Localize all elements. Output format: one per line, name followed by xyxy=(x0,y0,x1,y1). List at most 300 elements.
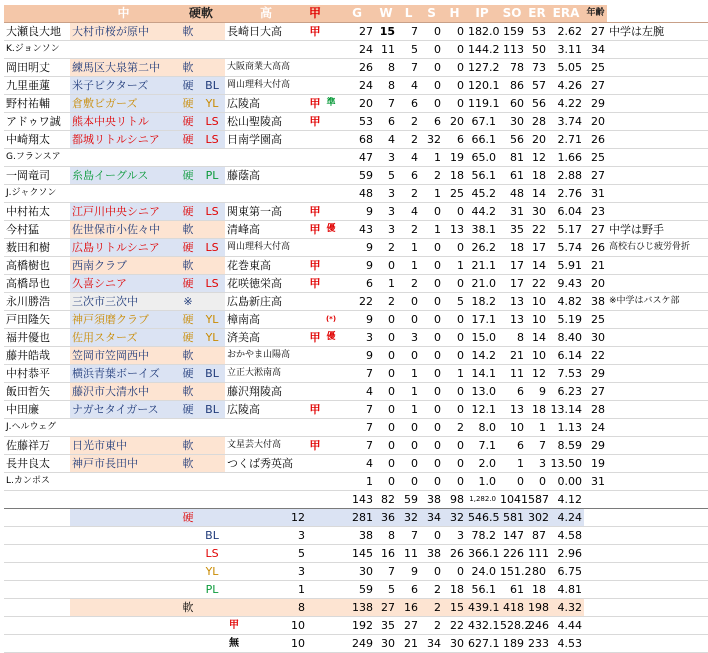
player-name: 中村恭平 xyxy=(4,365,70,383)
summary-so: 151.2 xyxy=(498,563,526,581)
summary-era: 2.96 xyxy=(548,545,584,563)
note: 中学は野手 xyxy=(607,221,708,239)
league xyxy=(199,221,225,239)
stat-w: 8 xyxy=(375,77,397,95)
player-row xyxy=(4,293,708,311)
stat-er: 17 xyxy=(526,239,548,257)
summary-so: 418 xyxy=(498,599,526,617)
stat-l: 1 xyxy=(397,257,420,275)
ball-type xyxy=(177,41,199,59)
stat-g: 9 xyxy=(339,311,375,329)
stat-l: 2 xyxy=(397,131,420,149)
summary-w: 7 xyxy=(375,563,397,581)
summary-label: 硬 xyxy=(177,509,199,527)
stat-era: 8.40 xyxy=(548,329,584,347)
stat-s: 0 xyxy=(420,23,443,41)
summary-ip: 546.5 xyxy=(466,509,498,527)
stat-h: 2 xyxy=(443,419,466,437)
stat-h: 0 xyxy=(443,329,466,347)
junior-high-team: 横浜青葉ボーイズ xyxy=(70,365,177,383)
league xyxy=(199,419,225,437)
stat-s: 0 xyxy=(420,41,443,59)
stat-h: 0 xyxy=(443,437,466,455)
koshien-mark: 甲 xyxy=(307,113,323,131)
summary-w: 8 xyxy=(375,527,397,545)
summary-row xyxy=(4,509,708,527)
ball-type: 硬 xyxy=(177,203,199,221)
summary-ip: 627.1 xyxy=(466,635,498,653)
stat-g: 48 xyxy=(339,185,375,203)
summary-s: 34 xyxy=(420,635,443,653)
stat-age: 29 xyxy=(584,95,607,113)
junior-high-team: 西南クラブ xyxy=(70,257,177,275)
stat-age: 27 xyxy=(584,77,607,95)
league: BL xyxy=(199,401,225,419)
stat-so: 8 xyxy=(498,329,526,347)
ball-type: 軟 xyxy=(177,23,199,41)
stat-s: 1 xyxy=(420,149,443,167)
player-name: K.ジョンソン xyxy=(4,41,70,59)
league xyxy=(199,293,225,311)
ball-type: 軟 xyxy=(177,257,199,275)
result-mark: (*) xyxy=(323,311,339,329)
stat-era: 4.26 xyxy=(548,77,584,95)
koshien-mark xyxy=(307,77,323,95)
summary-l: 9 xyxy=(397,563,420,581)
summary-g: 30 xyxy=(339,563,375,581)
ball-type: 硬 xyxy=(177,131,199,149)
stat-s: 0 xyxy=(420,77,443,95)
summary-er: 18 xyxy=(526,581,548,599)
stat-so: 61 xyxy=(498,167,526,185)
stat-age: 31 xyxy=(584,473,607,491)
stat-l: 4 xyxy=(397,149,420,167)
stat-s: 0 xyxy=(420,437,443,455)
result-mark xyxy=(323,77,339,95)
player-name: 佐藤祥万 xyxy=(4,437,70,455)
stat-h: 18 xyxy=(443,167,466,185)
stat-so: 86 xyxy=(498,77,526,95)
high-school: 岡山理科大付高 xyxy=(225,239,307,257)
stat-so: 35 xyxy=(498,221,526,239)
summary-l: 11 xyxy=(397,545,420,563)
note xyxy=(607,329,708,347)
summary-h: 30 xyxy=(443,635,466,653)
high-school: おかやま山陽高 xyxy=(225,347,307,365)
player-row xyxy=(4,365,708,383)
result-mark xyxy=(323,419,339,437)
stat-era: 6.23 xyxy=(548,383,584,401)
stat-era: 2.71 xyxy=(548,131,584,149)
player-name: 岡田明丈 xyxy=(4,59,70,77)
stat-l: 4 xyxy=(397,77,420,95)
ball-type: 硬 xyxy=(177,77,199,95)
junior-high-team: 久喜シニア xyxy=(70,275,177,293)
stat-era: 4.82 xyxy=(548,293,584,311)
note xyxy=(607,95,708,113)
summary-er: 111 xyxy=(526,545,548,563)
stat-s: 0 xyxy=(420,455,443,473)
stat-so: 81 xyxy=(498,149,526,167)
stat-s: 0 xyxy=(420,329,443,347)
league: BL xyxy=(199,77,225,95)
stat-age: 30 xyxy=(584,329,607,347)
stat-ip: 66.1 xyxy=(466,131,498,149)
stat-so: 18 xyxy=(498,239,526,257)
summary-l: 6 xyxy=(397,581,420,599)
stat-era: 0.00 xyxy=(548,473,584,491)
stat-er: 12 xyxy=(526,149,548,167)
summary-so: 61 xyxy=(498,581,526,599)
koshien-mark xyxy=(307,293,323,311)
player-row xyxy=(4,149,708,167)
stat-era: 13.50 xyxy=(548,455,584,473)
high-school xyxy=(225,149,307,167)
stat-w: 0 xyxy=(375,437,397,455)
stat-era: 1.13 xyxy=(548,419,584,437)
stat-era: 6.14 xyxy=(548,347,584,365)
junior-high-team xyxy=(70,41,177,59)
junior-high-team: 神戸須磨クラブ xyxy=(70,311,177,329)
stat-w: 4 xyxy=(375,131,397,149)
stat-age: 26 xyxy=(584,131,607,149)
player-row xyxy=(4,275,708,293)
note xyxy=(607,131,708,149)
summary-s: 38 xyxy=(420,545,443,563)
result-mark xyxy=(323,437,339,455)
league xyxy=(199,437,225,455)
col-koshien: 甲 xyxy=(307,5,323,23)
stat-so: 17 xyxy=(498,257,526,275)
stat-er: 14 xyxy=(526,185,548,203)
summary-count: 3 xyxy=(298,529,306,543)
stat-ip: 26.2 xyxy=(466,239,498,257)
summary-so: 189 xyxy=(498,635,526,653)
summary-row xyxy=(4,563,708,581)
ball-type: 軟 xyxy=(177,437,199,455)
stat-ip: 1.0 xyxy=(466,473,498,491)
league xyxy=(199,23,225,41)
summary-h: 3 xyxy=(443,527,466,545)
stat-so: 31 xyxy=(498,203,526,221)
stat-l: 0 xyxy=(397,347,420,365)
junior-high-team xyxy=(70,473,177,491)
ball-type xyxy=(177,149,199,167)
summary-count: 1 xyxy=(298,583,306,597)
ball-type: 硬 xyxy=(177,95,199,113)
note xyxy=(607,347,708,365)
ball-type: 硬 xyxy=(177,167,199,185)
high-school: 広陵高 xyxy=(225,95,307,113)
league: LS xyxy=(199,239,225,257)
summary-s: 2 xyxy=(420,599,443,617)
note: 中学は左腕 xyxy=(607,23,708,41)
summary-g: 281 xyxy=(339,509,375,527)
result-mark xyxy=(323,59,339,77)
stat-so: 0 xyxy=(498,473,526,491)
stat-er: 28 xyxy=(526,113,548,131)
koshien-mark xyxy=(307,383,323,401)
stat-w: 2 xyxy=(375,293,397,311)
ball-type: 硬 xyxy=(177,329,199,347)
stat-ip: 144.2 xyxy=(466,41,498,59)
stat-h: 0 xyxy=(443,203,466,221)
note xyxy=(607,77,708,95)
league: YL xyxy=(199,329,225,347)
stat-er: 3 xyxy=(526,455,548,473)
high-school: 大阪商業大高高 xyxy=(225,59,307,77)
stat-so: 13 xyxy=(498,401,526,419)
note xyxy=(607,455,708,473)
result-mark xyxy=(323,131,339,149)
stat-era: 9.43 xyxy=(548,275,584,293)
player-row xyxy=(4,59,708,77)
junior-high-team: 三次市三次中 xyxy=(70,293,177,311)
player-row xyxy=(4,41,708,59)
col-ip: IP xyxy=(466,5,498,23)
summary-count: 5 xyxy=(298,547,306,561)
summary-w: 35 xyxy=(375,617,397,635)
player-row xyxy=(4,347,708,365)
summary-ip: 24.0 xyxy=(466,563,498,581)
stat-era: 3.11 xyxy=(548,41,584,59)
stat-age: 29 xyxy=(584,437,607,455)
league xyxy=(199,59,225,77)
stat-era: 2.62 xyxy=(548,23,584,41)
player-row xyxy=(4,437,708,455)
total-row xyxy=(4,491,708,509)
stat-s: 0 xyxy=(420,293,443,311)
koshien-mark xyxy=(307,347,323,365)
stat-ip: 127.2 xyxy=(466,59,498,77)
stat-so: 13 xyxy=(498,293,526,311)
col-w: W xyxy=(375,5,397,23)
league xyxy=(199,347,225,365)
summary-g: 145 xyxy=(339,545,375,563)
stat-w: 15 xyxy=(375,23,397,41)
stat-era: 2.76 xyxy=(548,185,584,203)
stat-age: 20 xyxy=(584,275,607,293)
summary-s: 2 xyxy=(420,617,443,635)
stat-so: 21 xyxy=(498,347,526,365)
stat-s: 0 xyxy=(420,311,443,329)
stat-ip: 8.0 xyxy=(466,419,498,437)
summary-label: YL xyxy=(199,563,225,581)
col-age: 年齢 xyxy=(584,5,607,23)
high-school: 松山聖陵高 xyxy=(225,113,307,131)
stat-g: 4 xyxy=(339,455,375,473)
stat-h: 0 xyxy=(443,23,466,41)
stat-w: 5 xyxy=(375,167,397,185)
junior-high-team: 大村市桜が原中 xyxy=(70,23,177,41)
stat-l: 1 xyxy=(397,401,420,419)
player-name: J.ヘルウェグ xyxy=(4,419,70,437)
total-ip: 1,282.0 xyxy=(466,491,498,509)
note xyxy=(607,401,708,419)
total-l: 59 xyxy=(397,491,420,509)
stat-so: 1 xyxy=(498,455,526,473)
stat-g: 43 xyxy=(339,221,375,239)
col-high-school: 高 xyxy=(225,5,307,23)
high-school: 長崎日大高 xyxy=(225,23,307,41)
stat-l: 7 xyxy=(397,23,420,41)
col-ball-type: 硬軟 xyxy=(177,5,225,23)
league: LS xyxy=(199,275,225,293)
stat-h: 0 xyxy=(443,239,466,257)
note xyxy=(607,383,708,401)
high-school xyxy=(225,41,307,59)
player-name: 長井良太 xyxy=(4,455,70,473)
player-name: 中崎翔太 xyxy=(4,131,70,149)
koshien-mark: 甲 xyxy=(307,437,323,455)
player-row xyxy=(4,401,708,419)
stat-er: 0 xyxy=(526,473,548,491)
note xyxy=(607,41,708,59)
stat-l: 0 xyxy=(397,437,420,455)
summary-row xyxy=(4,635,708,653)
summary-s: 0 xyxy=(420,563,443,581)
stat-ip: 44.2 xyxy=(466,203,498,221)
summary-era: 4.24 xyxy=(548,509,584,527)
stat-ip: 15.0 xyxy=(466,329,498,347)
note xyxy=(607,113,708,131)
stat-g: 47 xyxy=(339,149,375,167)
stat-s: 0 xyxy=(420,239,443,257)
result-mark xyxy=(323,203,339,221)
koshien-mark xyxy=(307,185,323,203)
stat-l: 2 xyxy=(397,185,420,203)
player-row xyxy=(4,419,708,437)
junior-high-team: 広島リトルシニア xyxy=(70,239,177,257)
summary-ip: 366.1 xyxy=(466,545,498,563)
koshien-mark xyxy=(307,365,323,383)
stat-ip: 65.0 xyxy=(466,149,498,167)
summary-w: 27 xyxy=(375,599,397,617)
stat-g: 24 xyxy=(339,41,375,59)
note xyxy=(607,257,708,275)
stat-g: 53 xyxy=(339,113,375,131)
player-row xyxy=(4,221,708,239)
note xyxy=(607,311,708,329)
stat-g: 22 xyxy=(339,293,375,311)
result-mark xyxy=(323,41,339,59)
col-er: ER xyxy=(526,5,548,23)
summary-era: 4.81 xyxy=(548,581,584,599)
stat-s: 0 xyxy=(420,275,443,293)
high-school: 文星芸大付高 xyxy=(225,437,307,455)
koshien-mark: 甲 xyxy=(307,275,323,293)
result-mark xyxy=(323,401,339,419)
note xyxy=(607,59,708,77)
stat-so: 60 xyxy=(498,95,526,113)
stat-era: 8.59 xyxy=(548,437,584,455)
player-name: G.フランスア xyxy=(4,149,70,167)
player-name: 野村祐輔 xyxy=(4,95,70,113)
summary-so: 581 xyxy=(498,509,526,527)
koshien-mark xyxy=(307,473,323,491)
stat-er: 9 xyxy=(526,383,548,401)
league: YL xyxy=(199,311,225,329)
stat-age: 25 xyxy=(584,59,607,77)
stat-age: 25 xyxy=(584,311,607,329)
player-row xyxy=(4,185,708,203)
league xyxy=(199,185,225,203)
summary-s: 0 xyxy=(420,527,443,545)
stat-l: 7 xyxy=(397,59,420,77)
stat-ip: 13.0 xyxy=(466,383,498,401)
ball-type: 硬 xyxy=(177,275,199,293)
player-row xyxy=(4,203,708,221)
total-g: 143 xyxy=(339,491,375,509)
high-school: 花巻東高 xyxy=(225,257,307,275)
result-mark xyxy=(323,239,339,257)
stat-ip: 21.0 xyxy=(466,275,498,293)
summary-so: 147 xyxy=(498,527,526,545)
stat-era: 7.53 xyxy=(548,365,584,383)
ball-type: ※ xyxy=(177,293,199,311)
high-school: 立正大淞南高 xyxy=(225,365,307,383)
stat-h: 0 xyxy=(443,77,466,95)
stat-age: 26 xyxy=(584,239,607,257)
summary-count: 12 xyxy=(291,511,306,525)
summary-er: 87 xyxy=(526,527,548,545)
summary-l: 21 xyxy=(397,635,420,653)
junior-high-team: 江戸川中央シニア xyxy=(70,203,177,221)
stat-h: 20 xyxy=(443,113,466,131)
stat-g: 68 xyxy=(339,131,375,149)
ball-type: 硬 xyxy=(177,365,199,383)
high-school xyxy=(225,185,307,203)
league: YL xyxy=(199,95,225,113)
stat-g: 6 xyxy=(339,275,375,293)
note: ※中学はバスケ部 xyxy=(607,293,708,311)
stat-l: 5 xyxy=(397,41,420,59)
stat-s: 0 xyxy=(420,347,443,365)
stat-s: 32 xyxy=(420,131,443,149)
summary-w: 36 xyxy=(375,509,397,527)
result-mark xyxy=(323,347,339,365)
stat-age: 22 xyxy=(584,347,607,365)
stat-h: 13 xyxy=(443,221,466,239)
stat-er: 12 xyxy=(526,365,548,383)
stat-h: 0 xyxy=(443,41,466,59)
junior-high-team: ナガセタイガース xyxy=(70,401,177,419)
stat-er: 10 xyxy=(526,347,548,365)
stat-h: 6 xyxy=(443,131,466,149)
stat-ip: 45.2 xyxy=(466,185,498,203)
summary-er: 80 xyxy=(526,563,548,581)
player-name: 高橋樹也 xyxy=(4,257,70,275)
stat-ip: 12.1 xyxy=(466,401,498,419)
junior-high-team: 倉敷ビガーズ xyxy=(70,95,177,113)
summary-h: 18 xyxy=(443,581,466,599)
koshien-mark xyxy=(307,419,323,437)
col-so: SO xyxy=(498,5,526,23)
stat-h: 0 xyxy=(443,347,466,365)
summary-h: 15 xyxy=(443,599,466,617)
stat-so: 78 xyxy=(498,59,526,77)
note xyxy=(607,473,708,491)
result-mark: 優 xyxy=(323,221,339,239)
stat-g: 59 xyxy=(339,167,375,185)
note: 高校右ひじ疲労骨折 xyxy=(607,239,708,257)
summary-h: 32 xyxy=(443,509,466,527)
league xyxy=(199,455,225,473)
stat-h: 0 xyxy=(443,311,466,329)
player-name: 中村祐太 xyxy=(4,203,70,221)
stat-age: 27 xyxy=(584,383,607,401)
league xyxy=(199,41,225,59)
